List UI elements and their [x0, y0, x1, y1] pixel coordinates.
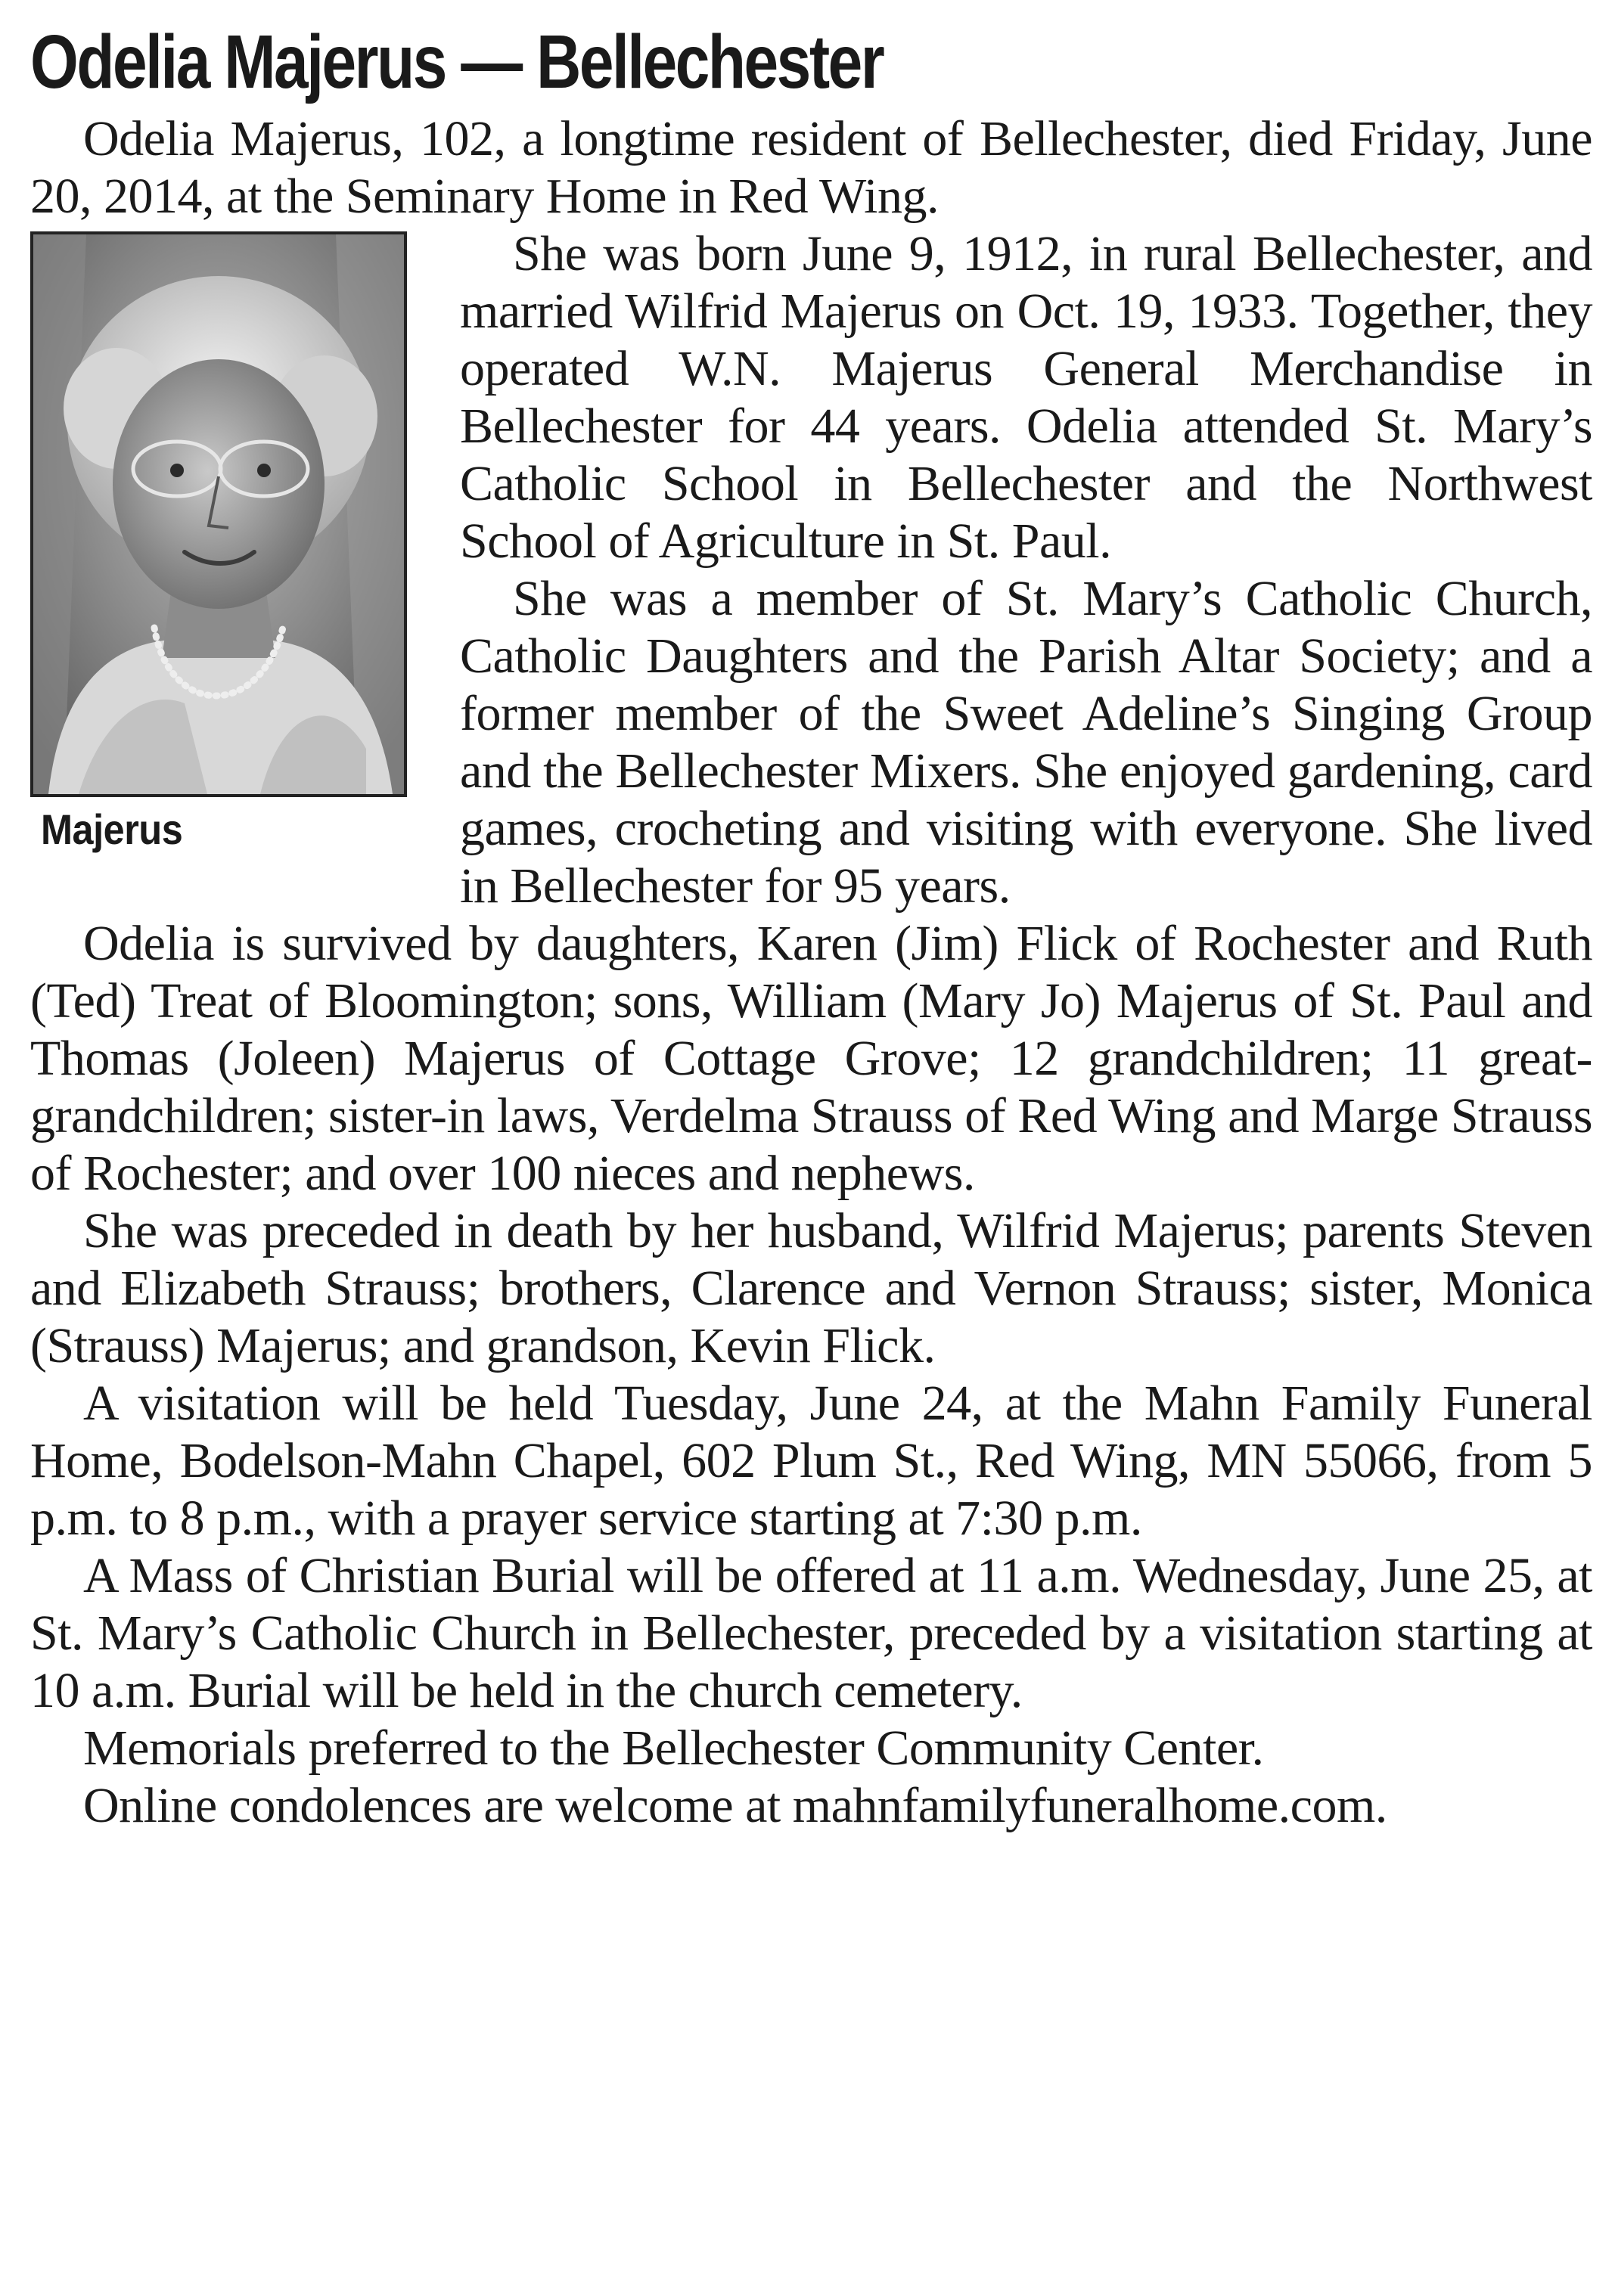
paragraph-mass: A Mass of Christian Burial will be offered at 11 a.m. Wednesday, June 25, at St. Mary’s Catholic Church in Bellechester, preceded by a visitation starting at 10 a.m. Burial will be held in the church cemetery. [30, 1548, 1592, 1718]
headline: Odelia Majerus — Bellechester [30, 20, 884, 104]
photo-block [30, 231, 437, 862]
portrait-illustration [33, 234, 404, 794]
paragraph-memorials: Memorials preferred to the Bellechester Community Center. [83, 1720, 1264, 1776]
obituary-article [30, 14, 1592, 1835]
paragraph-survivors: Odelia is survived by daughters, Karen (Jim) Flick of Rochester and Ruth (Ted) Treat of Bloomington; sons, William (Mary Jo) Majerus of St. Paul and Thomas (Joleen) Majerus of Cottage Grove; 12 grandchildren; 11 great-grandchildren; sister-in laws, Verdelma Strauss of Red Wing and Marge Strauss of Rochester; and over 100 nieces and nephews. [30, 916, 1592, 1201]
paragraph-memberships: She was a member of St. Mary’s Catholic Church, Catholic Daughters and the Parish Altar Society; and a former member of the Sweet Adeline’s Singing Group and the Bellechester Mixers. She enjoyed gardening, card games, crocheting and visiting with everyone. She lived in Bellechester for 95 years. [460, 571, 1592, 914]
photo-caption: Majerus [41, 805, 183, 853]
portrait-photo [30, 231, 407, 797]
paragraph-visitation: A visitation will be held Tuesday, June 24, at the Mahn Family Funeral Home, Bodelson-Mahn Chapel, 602 Plum St., Red Wing, MN 55066, from 5 p.m. to 8 p.m., with a prayer service starting at 7:30 p.m. [30, 1376, 1592, 1546]
paragraph-preceded: She was preceded in death by her husband, Wilfrid Majerus; parents Steven and Elizabeth Strauss; brothers, Clarence and Vernon Strauss; sister, Monica (Strauss) Majerus; and grandson, Kevin Flick. [30, 1203, 1592, 1373]
paragraph-condolences: Online condolences are welcome at mahnfamilyfuneralhome.com. [83, 1778, 1387, 1833]
article-body [30, 110, 1592, 1835]
paragraph-biography: She was born June 9, 1912, in rural Bellechester, and married Wilfrid Majerus on Oct. 19, 1933. Together, they operated W.N. Majerus General Merchandise in Bellechester for 44 years. Odelia attended St. Mary’s Catholic School in Bellechester and the Northwest School of Agriculture in St. Paul. [460, 226, 1592, 569]
paragraph-intro: Odelia Majerus, 102, a longtime resident of Bellechester, died Friday, June 20, 2014, at the Seminary Home in Red Wing. [30, 111, 1592, 224]
